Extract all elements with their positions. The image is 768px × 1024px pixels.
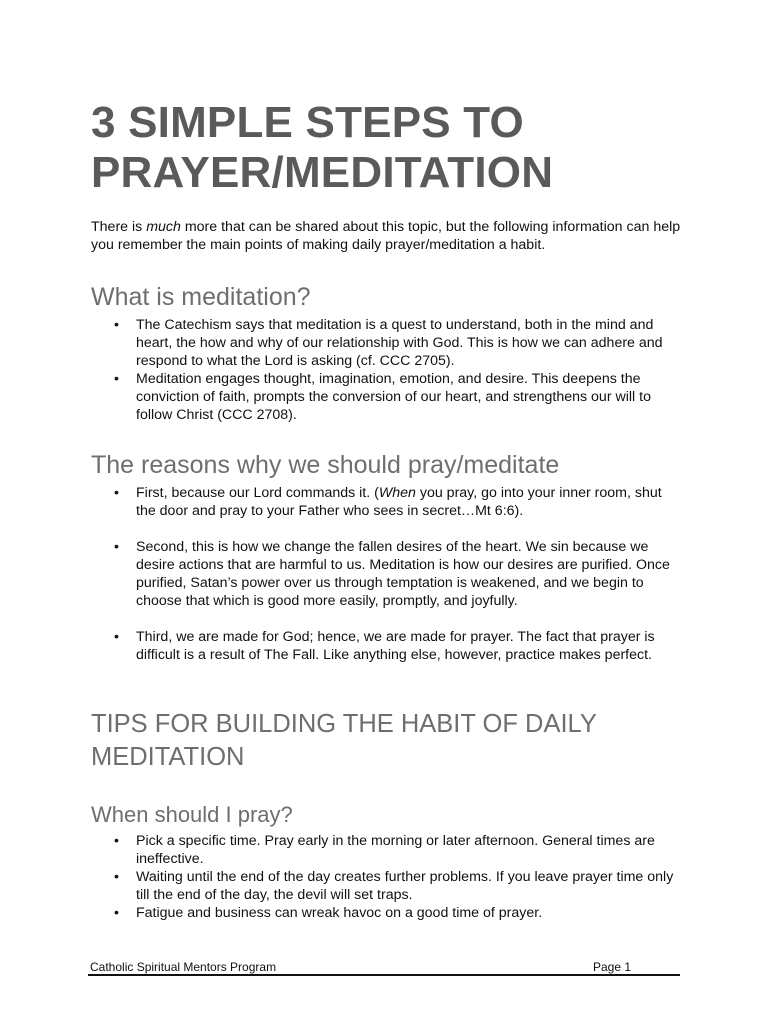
list-item: • Waiting until the end of the day creates further problems. If you leave prayer time only till the end of the day, the devil will set traps. bbox=[114, 868, 679, 904]
reasons-list bbox=[114, 484, 679, 682]
intro-text-before: There is bbox=[91, 219, 147, 235]
list-item: • Pick a specific time. Pray early in the morning or later afternoon. General times are ineffective. bbox=[114, 832, 679, 868]
list-item: • The Catechism says that meditation is a quest to understand, both in the mind and heart, the how and why of our relationship with God. This is how we can adhere and respond to what the Lord is asking (cf. CCC 2705). bbox=[114, 316, 679, 370]
section-heading-when-pray: When should I pray? bbox=[91, 802, 293, 827]
when-to-pray-list bbox=[114, 832, 679, 922]
list-item: • Third, we are made for God; hence, we are made for prayer. The fact that prayer is difficult is a result of The Fall. Like anything else, however, practice makes perfect. bbox=[114, 628, 679, 664]
section-heading-what-is-meditation: What is meditation? bbox=[91, 283, 311, 311]
list-item: • Second, this is how we change the fallen desires of the heart. We sin because we desire actions that are harmful to us. Meditation is how our desires are purified. Once purified, Satan’s power over us through temptation is weakened, and we begin to choose that which is good more easily, promptly, and joyfully. bbox=[114, 538, 679, 610]
page-title: 3 SIMPLE STEPS TO PRAYER/MEDITATION bbox=[91, 98, 554, 197]
intro-emphasis: much bbox=[146, 219, 181, 235]
reason-1-before: First, because our Lord commands it. ( bbox=[136, 485, 379, 501]
footer-divider bbox=[88, 974, 680, 976]
section-heading-reasons: The reasons why we should pray/meditate bbox=[91, 451, 560, 479]
section-heading-tips: TIPS FOR BUILDING THE HABIT OF DAILY MEDITATION bbox=[91, 710, 597, 771]
list-item: • Meditation engages thought, imagination, emotion, and desire. This deepens the conviction of faith, prompts the conversion of our heart, and strengthens our will to follow Christ (CCC 2708). bbox=[114, 370, 679, 424]
list-item: • Fatigue and business can wreak havoc on a good time of prayer. bbox=[114, 904, 679, 922]
reason-1-emphasis: When bbox=[378, 485, 416, 501]
intro-text-after: more that can be shared about this topic, but the following information can help you remember the main points of making daily prayer/meditation a habit. bbox=[91, 219, 681, 253]
meditation-definition-list bbox=[114, 316, 679, 424]
reason-1-after: you pray, go into your inner room, shut the door and pray to your Father who sees in secret…Mt 6:6). bbox=[136, 485, 662, 519]
list-item bbox=[114, 484, 679, 520]
footer-page-number: Page 1 bbox=[593, 960, 632, 974]
footer-program-name: Catholic Spiritual Mentors Program bbox=[90, 960, 277, 974]
intro-paragraph bbox=[91, 218, 691, 254]
